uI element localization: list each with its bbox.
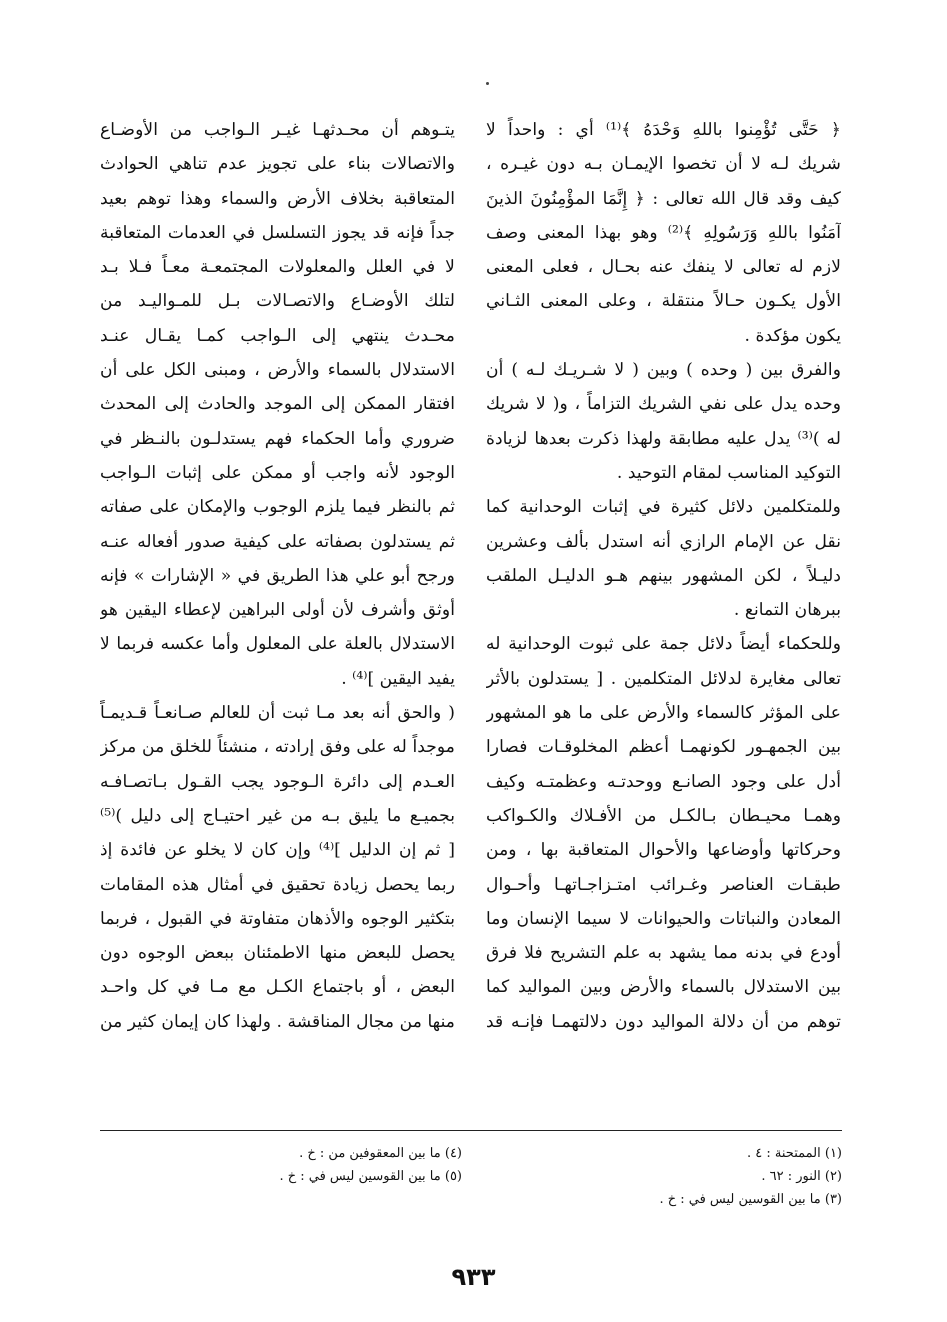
text-line: أودع في بدنه مما يشهد به علم التشريح فلا فرق <box>486 943 841 964</box>
text-line: الاستدلال بالسماء والأرض ، ومبنى الكل على أن <box>100 360 455 381</box>
text-line: ﴿ حَتَّى تُؤْمِنوا باللهِ وَحْدَهُ ﴾⁽¹⁾ أي : واحداً لا <box>486 120 841 140</box>
text-line: توهم من أن دلالة المواليد دون دلالتهمـا فإنـه قد <box>486 1011 841 1032</box>
text-line: دليـلاً ، لكن المشهور بينهم هـو الدليـل الملقب <box>486 565 841 586</box>
text-line: وهمـا محيـطان بـالكـل من الأفـلاك والكـواكب <box>486 805 841 826</box>
stray-mark <box>486 82 489 85</box>
text-line: بين الجمهـور لكونهمـا أعظم المخلوقـات فصارا <box>486 737 841 758</box>
footnotes-right <box>560 1142 842 1211</box>
footnote: (٥) ما بين القوسين ليس في : خ . <box>279 1169 462 1184</box>
text-line: والاتصالات بناء على تجويز عدم تناهي الحوادث <box>100 154 455 175</box>
text-line: لتلك الأوضـاع والاتصـالات بـل للمـواليـد من <box>100 291 455 312</box>
footnote: (٣) ما بين القوسين ليس في : خ . <box>659 1192 842 1207</box>
text-line: ببرهان التمانع . <box>733 600 841 621</box>
text-line: جداً فإنه قد يجوز التسلسل في العدمات المتعاقبة <box>100 222 455 243</box>
text-line: ثم يستدلون بصفاته على كيفية صدور أفعاله عنـه <box>100 531 455 552</box>
text-line: أدل على وجود الصانـع ووحدتـه وعظمتـه وكيف <box>486 771 841 792</box>
left-column <box>100 113 455 1039</box>
text-line: نقل عن الإمام الرازي أنه استدل بألف وعشرين <box>486 531 841 552</box>
text-line: على المؤثر كالسماء والأرض على ما هو المشهور <box>486 703 841 724</box>
text-line: موجداً له على وفق إرادته ، منشئاً للخلق من مركز <box>100 737 455 758</box>
text-line: الأول يكـون حـالاً منتقلة ، وعلى المعنى الثـاني <box>486 291 841 312</box>
text-line: منها من مجال المناقشة . ولهذا كان إيمان كثير من <box>100 1011 455 1032</box>
text-line: يفيد اليقين ]⁽⁴⁾ . <box>341 668 455 689</box>
text-line: ورجح أبو علي هذا الطريق في « الإشارات » فإنه <box>100 565 455 586</box>
text-line: شريك لـه لا أن تخصوا الإيمـان بـه دون غيـره ، <box>486 154 841 175</box>
text-line: محـدث ينتهي إلى الـواجب كمـا يقـال عنـد <box>100 325 455 346</box>
text-line: له )⁽³⁾ يدل عليه مطابقة ولهذا ذكرت بعدها لزيادة <box>486 428 841 449</box>
text-line: الاستدلال بالعلة على المعلول وأما عكسه فربما لا <box>100 634 455 655</box>
text-line: بين الاستدلال بالسماء والأرض وبين المواليد كما <box>486 977 841 998</box>
text-line: البعض ، أو باجتماع الكـل مع مـا في كل واحـد <box>100 977 455 998</box>
text-line: بتكثير الوجوه والأذهان متفاوتة في القبول ، فربما <box>100 908 455 929</box>
text-line: ضروري وأما الحكماء فهم يستدلـون بالنـظر في <box>100 428 455 449</box>
text-line: ربما يحصل زيادة تحقيق في أمثال هذه المقامات <box>100 874 455 895</box>
text-line: آمَنُوا باللهِ وَرَسُولِهِ ﴾⁽²⁾ وهو بهذا المعنى وصف <box>486 222 841 243</box>
text-line: والفرق بين ( وحده ) وبين ( لا شـريـك لـه ) أن <box>486 360 841 381</box>
text-line: وللمتكلمين دلائل كثيرة في إثبات الوحدانية كما <box>486 497 841 518</box>
text-line: ثم بالنظر فيما يلزم الوجوب والإمكان على صفاته <box>100 497 455 518</box>
text-line: التوكيد المناسب لمقام التوحيد . <box>616 462 841 483</box>
text-line: وحده يدل على نفي الشريك التزاماً ، و( لا شريك <box>486 394 841 415</box>
text-line: افتقار الممكن إلى الموجد والحادث إلى المحدث <box>100 394 455 415</box>
text-line: أوثق وأشرف لأن أولى البراهين لإعطاء اليقين هو <box>100 600 455 621</box>
footnote: (١) الممتحنة : ٤ . <box>747 1146 842 1161</box>
text-line: المعادن والنباتات والحيوانات لا سيما الإنسان وما <box>486 908 841 929</box>
text-line: وللحكماء أيضاً دلائل جمة على ثبوت الوحدانية له <box>486 634 841 655</box>
text-line: العـدم إلى دائرة الـوجود يجب القـول بـاتصـافـه <box>100 771 455 792</box>
footnote: (٢) النور : ٦٢ . <box>761 1169 842 1184</box>
text-line: ( والحق أنه بعد مـا ثبت أن للعالم صـانعـاً قـديمـاً <box>100 703 455 724</box>
footnote-divider <box>100 1130 842 1131</box>
page-number: ٩٣٣ <box>451 1263 496 1291</box>
text-line: بجميـع ما يليق بـه من غير احتيـاج إلى دليل )⁽⁵⁾ <box>100 805 455 826</box>
text-line: كيف وقد قال الله تعالى : ﴿ إِنَّمَا المؤْمِنُونَ الذينَ <box>486 188 841 209</box>
text-line: المتعاقبة بخلاف الأرض والسماء وهذا توهم بعيد <box>100 188 455 209</box>
text-line: تعالى مغايرة لدلائل المتكلمين . [ يستدلون بالأثر <box>486 668 841 689</box>
text-line: يحصل للبعض منها الاطمئنان ببعض الوجوه دون <box>100 943 455 964</box>
text-line: الوجود لأنه واجب أو ممكن على إثبات الـواجب <box>100 462 455 483</box>
footnotes-left <box>180 1142 462 1188</box>
text-line: يتـوهم أن محـدثهـا غيـر الـواجب من الأوضـاع <box>100 120 455 140</box>
text-line: لازم له تعالى لا ينفك عنه بحـال ، فعلى المعنى <box>486 257 841 278</box>
footnote: (٤) ما بين المعقوفين من : خ . <box>299 1146 462 1161</box>
text-line: وحركاتها وأوضاعها والأحوال المتعاقبة بها ، ومن <box>486 840 841 861</box>
text-line: طبقـات العناصر وغـرائب امتـزاجـاتهـا وأحـوال <box>486 874 841 895</box>
text-line: يكون مؤكدة . <box>744 325 841 346</box>
text-line: لا في العلل والمعلولات المجتمعـة معـاً فـلا بـد <box>100 257 455 278</box>
text-line: [ ثم إن الدليل ]⁽⁴⁾ وإن كان لا يخلو عن فائدة إذ <box>100 840 455 861</box>
right-column <box>486 113 841 1039</box>
